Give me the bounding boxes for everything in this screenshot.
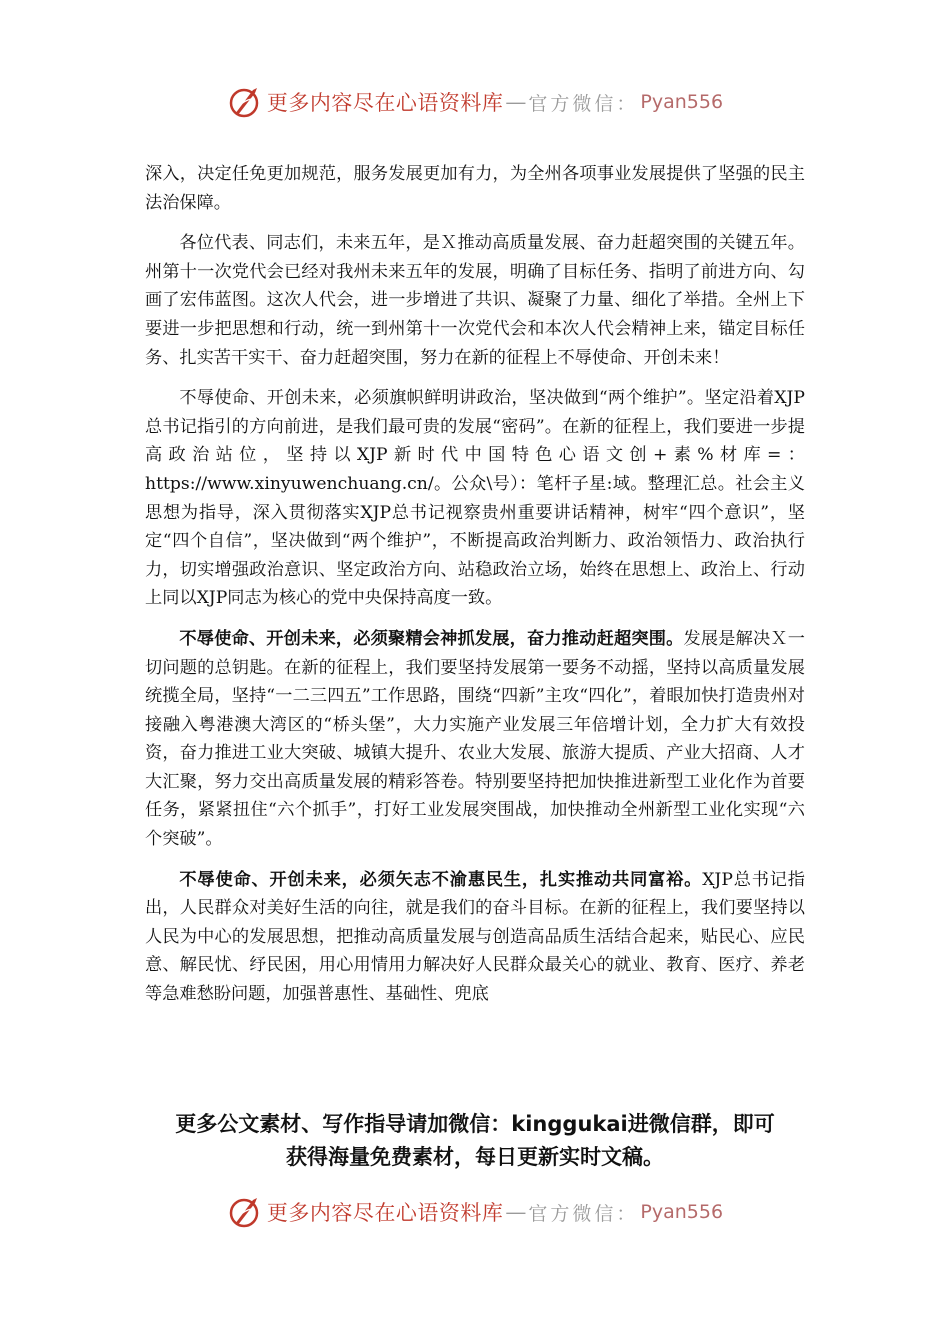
- paragraph-1: [145, 160, 805, 217]
- paragraph-2: [145, 229, 805, 372]
- paragraph-5: [145, 866, 805, 1009]
- quill-logo-icon: [227, 84, 263, 120]
- paragraph-lead: 不辱使命、开创未来，必须聚精会神抓发展，奋力推动赶超突围。: [179, 628, 684, 649]
- paragraph-lead: 不辱使命、开创未来，必须矢志不渝惠民生，扎实推动共同富裕。: [179, 869, 703, 890]
- paragraph-text: 不辱使命、开创未来，必须旗帜鲜明讲政治，坚决做到“两个维护”。坚定沿着XJP总书记指引的方向前进，是我们最可贵的发展“密码”。在新的征程上，我们要进一步提高政治站位，坚持以XJP新时代中国特色心语文创+素%材库=：https://www.xinyuwenchuang.cn/。公众\号）：笔杆子星:域。整理汇总。社会主义思想为指导，深入贯彻落实XJP总书记视察贵州重要讲话精神，树牢“四个意识”，坚定“四个自信”，坚决做到“两个维护”，不断提高政治判断力、政治领悟力、政治执行力，切实增强政治意识、坚定政治方向、站稳政治立场，始终在思想上、政治上、行动上同以XJP同志为核心的党中央保持高度一致。: [145, 388, 805, 609]
- banner-title: 更多内容尽在心语资料库: [266, 1201, 504, 1225]
- paragraph-text: 深入，决定任免更加规范，服务发展更加有力，为全州各项事业发展提供了坚强的民主法治保障。: [145, 164, 805, 213]
- quill-logo-icon: [227, 1194, 263, 1230]
- banner-title: 更多内容尽在心语资料库: [266, 91, 504, 115]
- banner-subtitle: 官方微信：: [528, 1202, 639, 1225]
- paragraph-text: 各位代表、同志们，未来五年，是Ｘ推动高质量发展、奋力赶超突围的关键五年。州第十一次党代会已经对我州未来五年的发展，明确了目标任务、指明了前进方向、勾画了宏伟蓝图。这次人代会，进一步增进了共识、凝聚了力量、细化了举措。全州上下要进一步把思想和行动，统一到州第十一次党代会和本次人代会精神上来，锚定目标任务、扎实苦干实干、奋力赶超突围，努力在新的征程上不辱使命、开创未来！: [145, 233, 805, 368]
- paragraph-4: [145, 625, 805, 854]
- banner-wechat-id: Pyan556: [640, 91, 724, 113]
- paragraph-text: XJP总书记指出，人民群众对美好生活的向往，就是我们的奋斗目标。在新的征程上，我们要坚持以人民为中心的发展思想，把推动高质量发展与创造高品质生活结合起来，贴民心、应民意、解民忧、纾民困，用心用情用力解决好人民群众最关心的就业、教育、医疗、养老等急难愁盼问题，加强普惠性、基础性、兜底: [145, 869, 805, 1005]
- banner-dash: —: [505, 1200, 527, 1224]
- banner-wechat-id: Pyan556: [640, 1201, 724, 1223]
- promo-notice: [0, 1108, 950, 1174]
- footer-banner: [0, 1192, 950, 1232]
- paragraph-3: [145, 384, 805, 613]
- promo-line-1: 更多公文素材、写作指导请加微信：kinggukai进微信群，即可: [175, 1112, 775, 1136]
- banner-subtitle: 官方微信：: [528, 92, 639, 115]
- banner-dash: —: [505, 90, 527, 114]
- header-banner: [0, 82, 950, 122]
- paragraph-text: 发展是解决Ｘ一切问题的总钥匙。在新的征程上，我们要坚持发展第一要务不动摇，坚持以高质量发展统揽全局，坚持“一二三四五”工作思路，围绕“四新”主攻“四化”，着眼加快打造贵州对接融入粤港澳大湾区的“桥头堡”，大力实施产业发展三年倍增计划，全力扩大有效投资，奋力推进工业大突破、城镇大提升、农业大发展、旅游大提质、产业大招商、人才大汇聚，努力交出高质量发展的精彩答卷。特别要坚持把加快推进新型工业化作为首要任务，紧紧扭住“六个抓手”，打好工业发展突围战，加快推动全州新型工业化实现“六个突破”。: [145, 628, 805, 850]
- document-body: [145, 160, 805, 1021]
- promo-line-2: 获得海量免费素材，每日更新实时文稿。: [286, 1145, 664, 1169]
